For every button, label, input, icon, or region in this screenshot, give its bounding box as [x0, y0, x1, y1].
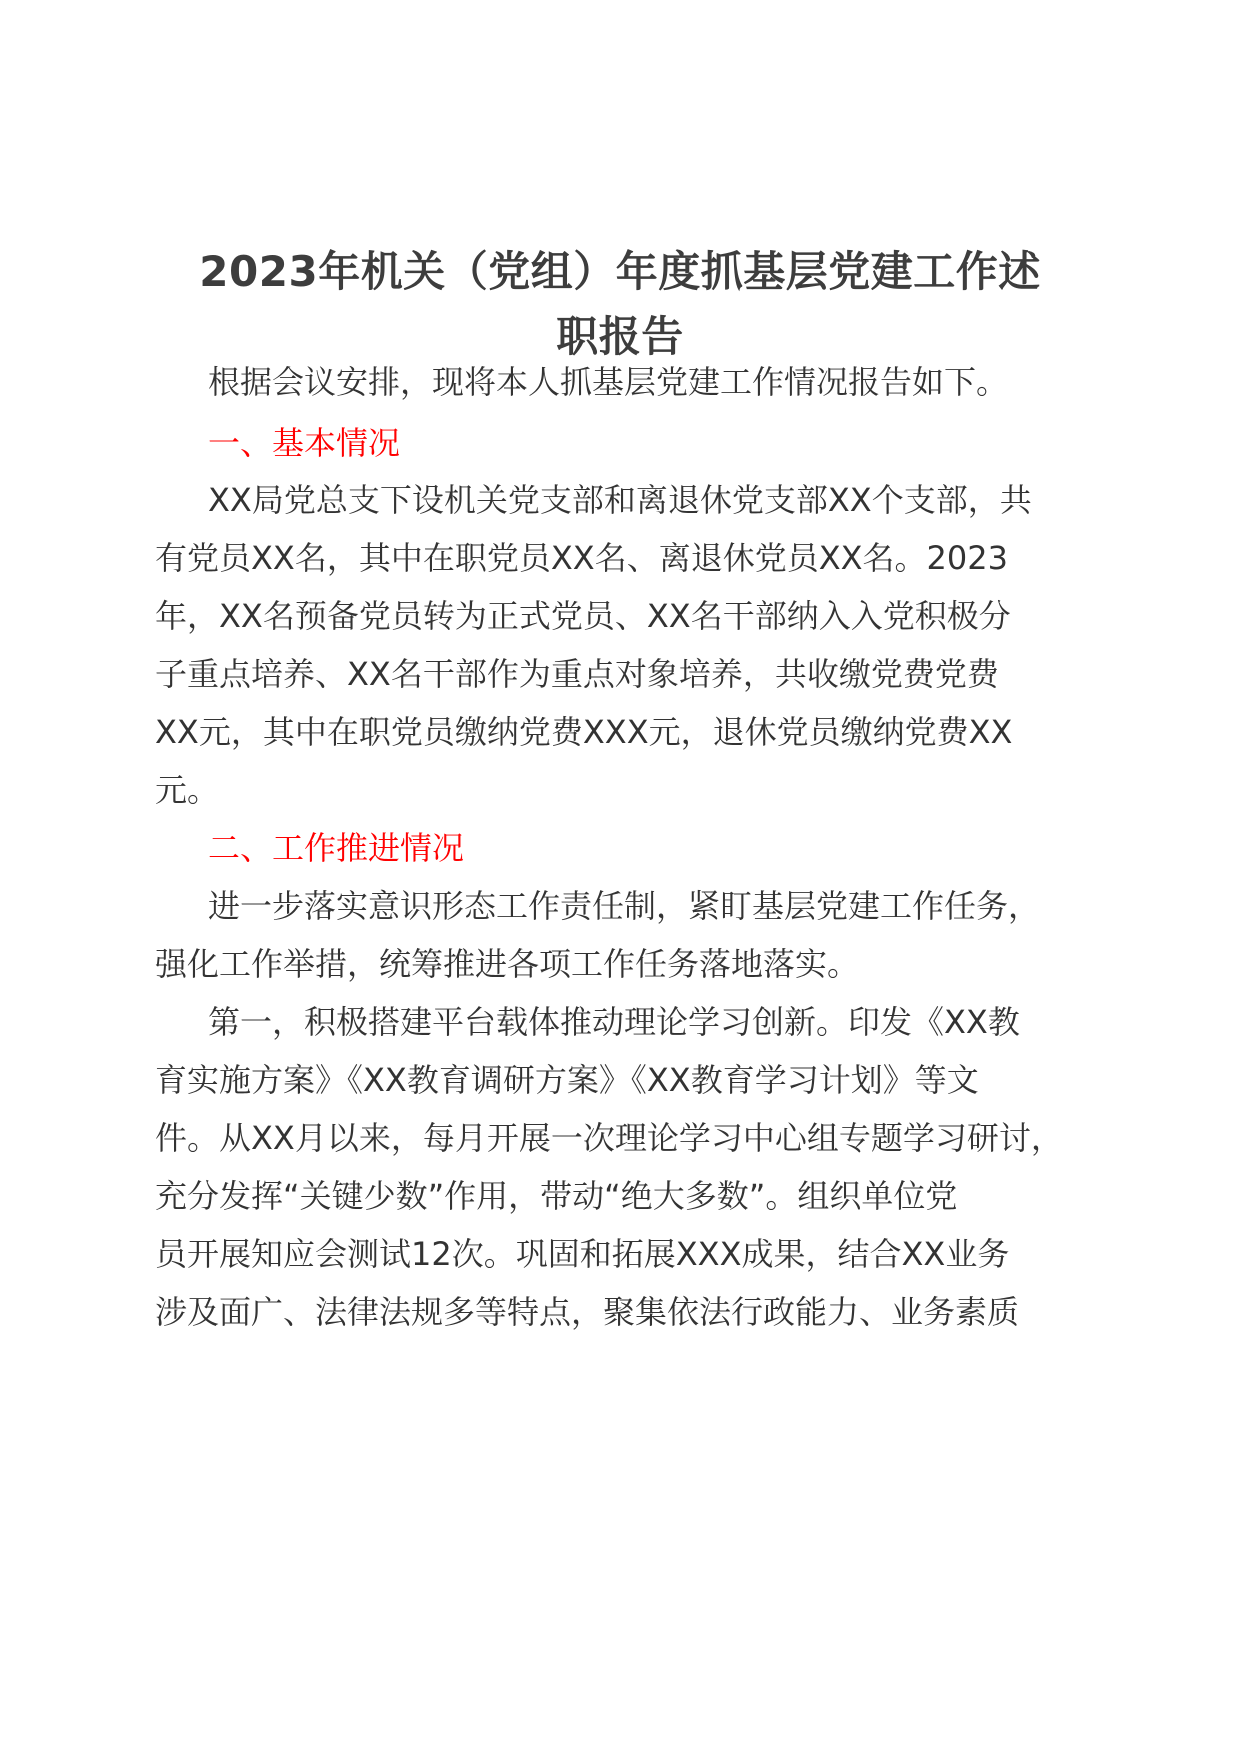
paragraph-line: 进一步落实意识形态工作责任制，紧盯基层党建工作任务，	[208, 887, 1041, 925]
document-title-line-1: 2023年机关（党组）年度抓基层党建工作述	[199, 247, 1041, 296]
paragraph-line: XX元，其中在职党员缴纳党费XXX元，退休党员缴纳党费XX	[155, 713, 1013, 751]
paragraph-line: 第一，积极搭建平台载体推动理论学习创新。印发《XX教	[208, 1003, 1020, 1041]
paragraph-line: 年，XX名预备党员转为正式党员、XX名干部纳入入党积极分	[155, 597, 1011, 635]
paragraph-line: 充分发挥“关键少数”作用，带动“绝大多数”。组织单位党	[155, 1177, 958, 1215]
paragraph-line: 育实施方案》《XX教育调研方案》《XX教育学习计划》等文	[155, 1061, 979, 1099]
paragraph-line: XX局党总支下设机关党支部和离退休党支部XX个支部，共	[208, 481, 1032, 519]
intro-paragraph: 根据会议安排，现将本人抓基层党建工作情况报告如下。	[208, 363, 1009, 401]
paragraph-line: 强化工作举措，统筹推进各项工作任务落地落实。	[155, 945, 860, 983]
paragraph-line: 员开展知应会测试12次。巩固和拓展XXX成果，结合XX业务	[155, 1235, 1010, 1273]
section-heading-progress: 二、工作推进情况	[208, 829, 465, 867]
document-title-line-2: 职报告	[556, 312, 684, 361]
paragraph-line: 子重点培养、XX名干部作为重点对象培养，共收缴党费党费	[155, 655, 999, 693]
paragraph-line: 涉及面广、法律法规多等特点，聚集依法行政能力、业务素质	[155, 1293, 1020, 1331]
paragraph-line: 元。	[155, 771, 220, 809]
section-heading-basic: 一、基本情况	[208, 424, 401, 462]
paragraph-line: 有党员XX名，其中在职党员XX名、离退休党员XX名。2023	[155, 539, 1008, 577]
paragraph-line: 件。从XX月以来，每月开展一次理论学习中心组专题学习研讨，	[155, 1119, 1063, 1157]
